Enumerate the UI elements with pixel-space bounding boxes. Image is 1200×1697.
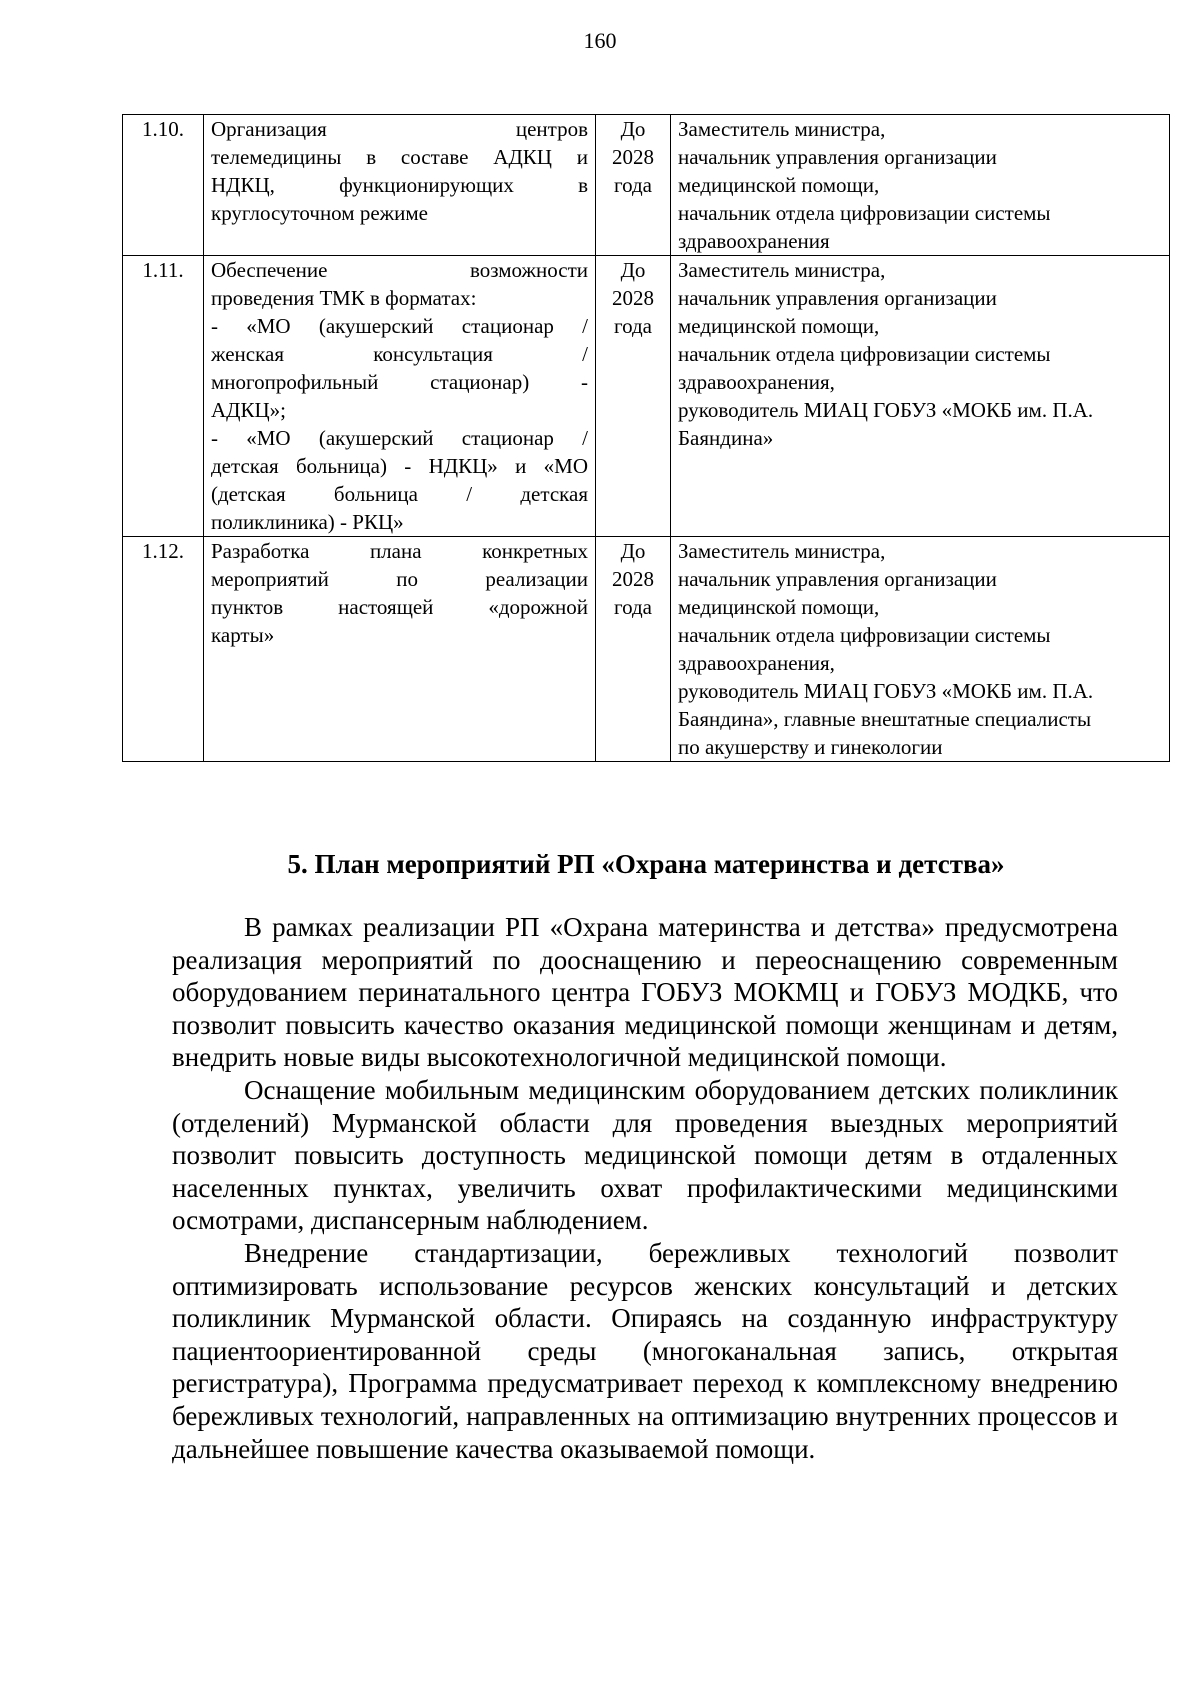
event-line: НДКЦ, функционирующих в: [211, 173, 588, 197]
event-line: АДКЦ»;: [211, 398, 286, 422]
event-line: - «МО (акушерский стационар /: [211, 426, 588, 450]
responsible-line: начальник отдела цифровизации системы: [678, 342, 1051, 366]
responsible-line: медицинской помощи,: [678, 595, 880, 619]
term-line: До: [620, 539, 646, 563]
event-line: мероприятий по реализации: [211, 567, 588, 591]
responsible-line: медицинской помощи,: [678, 173, 880, 197]
row-number-cell: 1.10.: [123, 115, 204, 256]
table-row: [123, 256, 1170, 537]
responsible-line: Заместитель министра,: [678, 539, 886, 563]
responsible-line: здравоохранения,: [678, 370, 835, 394]
responsible-line: руководитель МИАЦ ГОБУЗ «МОКБ им. П.А.: [678, 679, 1094, 703]
event-line: - «МО (акушерский стационар /: [211, 314, 588, 338]
responsible-line: по акушерству и гинекологии: [678, 735, 943, 759]
term-line: года: [614, 173, 652, 197]
responsible-line: здравоохранения: [678, 229, 830, 253]
responsible-cell: [671, 537, 1170, 762]
event-line: Обеспечение возможности: [211, 258, 588, 282]
responsible-line: Баяндина», главные внештатные специалисты: [678, 707, 1092, 731]
responsible-line: начальник управления организации: [678, 145, 997, 169]
event-line: круглосуточном режиме: [211, 201, 428, 225]
event-line: карты»: [211, 623, 275, 647]
term-line: 2028: [612, 567, 654, 591]
term-cell: [596, 537, 671, 762]
responsible-cell: [671, 256, 1170, 537]
term-line: До: [620, 117, 646, 141]
responsible-line: начальник отдела цифровизации системы: [678, 201, 1051, 225]
page-number: 160: [583, 28, 617, 53]
term-cell: [596, 256, 671, 537]
event-line: женская консультация /: [211, 342, 588, 366]
plan-table: [122, 114, 1170, 762]
paragraph: В рамках реализации РП «Охрана материнства и детства» предусмотрена реализация мероприятий по дооснащению и переоснащению современным оборудованием перинатального центра ГОБУЗ МОКМЦ и ГОБУЗ МОДКБ, что позволит повысить качество оказания медицинской помощи женщинам и детям, внедрить новые виды высокотехнологичной медицинской помощи.: [172, 912, 1118, 1073]
event-line: (детская больница / детская: [211, 482, 588, 506]
term-line: года: [614, 595, 652, 619]
responsible-line: начальник управления организации: [678, 567, 997, 591]
responsible-line: руководитель МИАЦ ГОБУЗ «МОКБ им. П.А.: [678, 398, 1094, 422]
responsible-line: начальник управления организации: [678, 286, 997, 310]
row-number-cell: 1.11.: [123, 256, 204, 537]
event-cell: [204, 256, 596, 537]
event-cell: [204, 115, 596, 256]
responsible-line: Баяндина»: [678, 426, 774, 450]
event-line: Организация центров: [211, 117, 588, 141]
responsible-line: Заместитель министра,: [678, 258, 886, 282]
event-line: детская больница) - НДКЦ» и «МО: [211, 454, 588, 478]
event-line: поликлиника) - РКЦ»: [211, 510, 404, 534]
event-line: телемедицины в составе АДКЦ и: [211, 145, 588, 169]
term-line: 2028: [612, 145, 654, 169]
event-line: пунктов настоящей «дорожной: [211, 595, 588, 619]
row-number-cell: 1.12.: [123, 537, 204, 762]
event-line: проведения ТМК в форматах:: [211, 286, 477, 310]
term-line: 2028: [612, 286, 654, 310]
term-cell: [596, 115, 671, 256]
responsible-line: начальник отдела цифровизации системы: [678, 623, 1051, 647]
responsible-cell: [671, 115, 1170, 256]
table-row: [123, 115, 1170, 256]
paragraph: Оснащение мобильным медицинским оборудованием детских поликлиник (отделений) Мурманской области для проведения выездных мероприятий позволит повысить доступность медицинской помощи детям в отдаленных населенных пунктах, увеличить охват профилактическими медицинскими осмотрами, диспансерным наблюдением.: [172, 1074, 1118, 1236]
table-row: [123, 537, 1170, 762]
section-body: [172, 911, 1118, 1465]
paragraph: Внедрение стандартизации, бережливых технологий позволит оптимизировать использование ресурсов женских консультаций и детских поликлиник Мурманской области. Опираясь на созданную инфраструктуру пациентоориентированной среды (многоканальная запись, открытая регистратура), Программа предусматривает переход к комплексному внедрению бережливых технологий, направленных на оптимизацию внутренних процессов и дальнейшее повышение качества оказываемой помощи.: [172, 1237, 1118, 1464]
responsible-line: Заместитель министра,: [678, 117, 886, 141]
responsible-line: медицинской помощи,: [678, 314, 880, 338]
section-heading: 5. План мероприятий РП «Охрана материнства и детства»: [287, 849, 1005, 879]
plan-table-body: [123, 115, 1170, 762]
event-line: Разработка плана конкретных: [211, 539, 588, 563]
term-line: года: [614, 314, 652, 338]
responsible-line: здравоохранения,: [678, 651, 835, 675]
event-cell: [204, 537, 596, 762]
term-line: До: [620, 258, 646, 282]
event-line: многопрофильный стационар) -: [211, 370, 588, 394]
